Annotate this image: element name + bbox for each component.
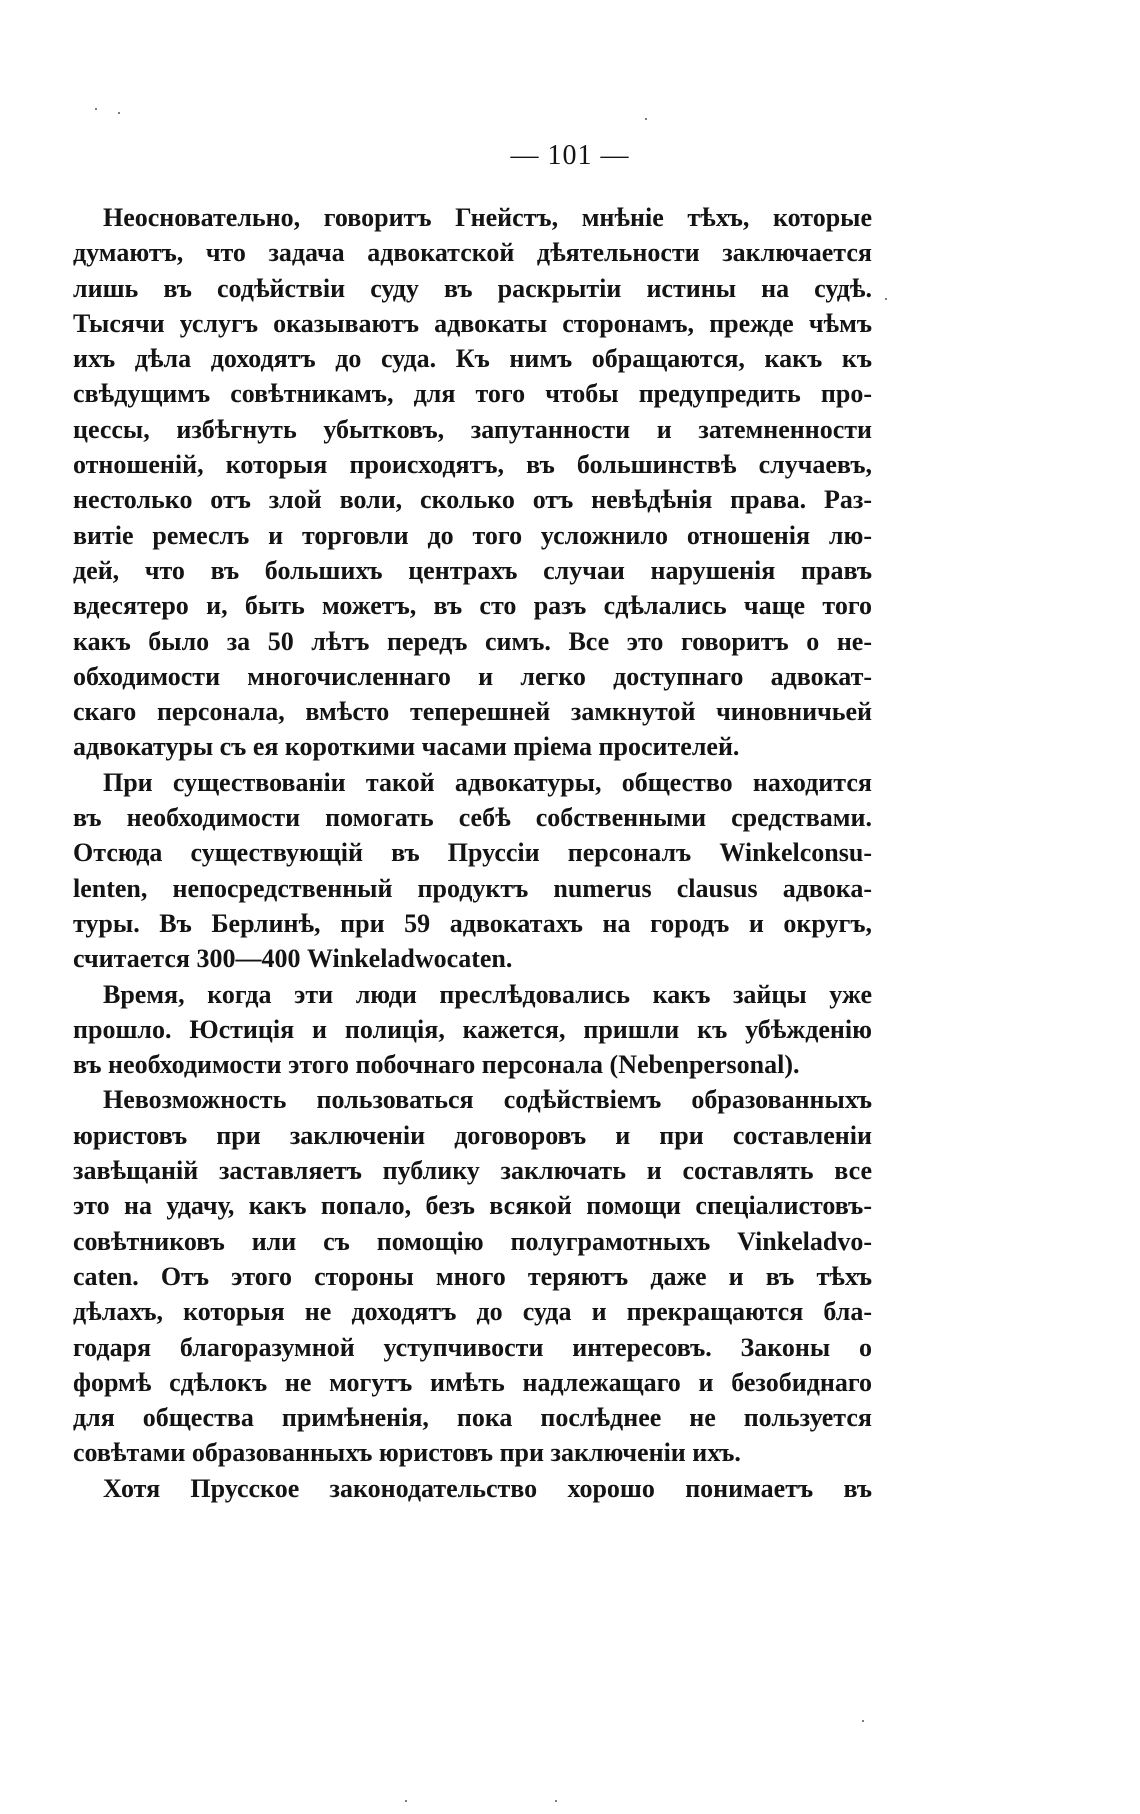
paper-speck [95,108,97,110]
text-line: витіе ремеслъ и торговли до того усложнило отношенія лю- [73,520,872,550]
text-line: Отсюда существующій въ Пруссіи персоналъ Winkelconsu- [73,838,872,868]
paper-speck [862,1720,864,1722]
text-line: прошло. Юстиція и полиція, кажется, пришли къ убѣжденію [73,1014,872,1044]
text-line: въ необходимости помогать себѣ собственными средствами. [73,803,872,833]
text-line: дей, что въ большихъ центрахъ случаи нарушенія правъ [73,555,872,585]
text-line: свѣдущимъ совѣтникамъ, для того чтобы предупредить про- [73,379,872,409]
text-line: совѣтами образованныхъ юристовъ при заключеніи ихъ. [73,1438,741,1468]
paragraph-2 [73,765,872,977]
text-line: лишь въ содѣйствіи суду въ раскрытіи истины на судѣ. [73,273,872,303]
page-number: — 101 — [510,140,630,171]
text-line: lenten, непосредственный продуктъ numerus clausus адвока- [73,873,872,903]
text-line: Время, когда эти люди преслѣдовались какъ зайцы уже [103,979,872,1009]
paragraph-3 [73,977,872,1083]
text-line: годаря благоразумной уступчивости интересовъ. Законы о [73,1332,872,1362]
text-line: туры. Въ Берлинѣ, при 59 адвокатахъ на городъ и округъ, [73,908,872,938]
text-line: Невозможность пользоваться содѣйствіемъ образованныхъ [103,1085,872,1115]
text-line: цессы, избѣгнуть убытковъ, запутанности и затемненности [73,414,872,444]
text-line: Неосновательно, говоритъ Гнейстъ, мнѣніе тѣхъ, которые [103,203,872,232]
paragraph-1 [73,200,872,765]
text-line: caten. Отъ этого стороны много теряютъ даже и въ тѣхъ [73,1261,872,1291]
paper-speck [405,1800,407,1802]
text-line: юристовъ при заключеніи договоровъ и при составленіи [73,1120,872,1150]
text-line: это на удачу, какъ попало, безъ всякой помощи спеціалистовъ- [73,1191,872,1221]
text-line: вдесятеро и, быть можетъ, въ сто разъ сдѣлались чаще того [73,591,872,621]
text-line: адвокатуры съ ея короткими часами пріема просителей. [73,732,740,762]
paragraph-5 [73,1471,872,1506]
text-line: въ необходимости этого побочнаго персонала (Nebenpersonal). [73,1050,800,1080]
text-line: для общества примѣненія, пока послѣднее не пользуется [73,1403,872,1433]
paper-speck [118,112,120,114]
paper-speck [555,1800,557,1802]
text-line: скаго персонала, вмѣсто теперешней замкнутой чиновничьей [73,697,872,727]
text-line: отношеній, которыя происходятъ, въ большинствѣ случаевъ, [73,450,872,480]
body-text [73,200,872,1506]
text-line: совѣтниковъ или съ помощію полуграмотныхъ Vinkeladvo- [73,1226,872,1256]
text-line: При существованіи такой адвокатуры, общество находится [103,767,872,797]
text-line: Хотя Прусское законодательство хорошо понимаетъ въ [103,1473,872,1503]
text-line: какъ было за 50 лѣтъ передъ симъ. Все это говоритъ о не- [73,626,872,656]
text-line: считается 300—400 Winkeladwocaten. [73,944,513,974]
text-line: дѣлахъ, которыя не доходятъ до суда и прекращаются бла- [73,1297,872,1327]
text-line: завѣщаній заставляетъ публику заключать и составлять все [73,1156,872,1186]
text-line: обходимости многочисленнаго и легко доступнаго адвокат- [73,661,872,691]
text-line: думаютъ, что задача адвокатской дѣятельности заключается [73,238,872,268]
paper-speck [885,298,887,300]
paper-speck [645,118,647,120]
text-line: Тысячи услугъ оказываютъ адвокаты сторонамъ, прежде чѣмъ [73,308,872,338]
text-line: формѣ сдѣлокъ не могутъ имѣть надлежащаго и безобиднаго [73,1367,872,1397]
text-line: ихъ дѣла доходятъ до суда. Къ нимъ обращаются, какъ къ [73,344,872,374]
paragraph-4 [73,1082,872,1470]
text-line: нестолько отъ злой воли, сколько отъ невѣдѣнія права. Раз- [73,485,872,515]
